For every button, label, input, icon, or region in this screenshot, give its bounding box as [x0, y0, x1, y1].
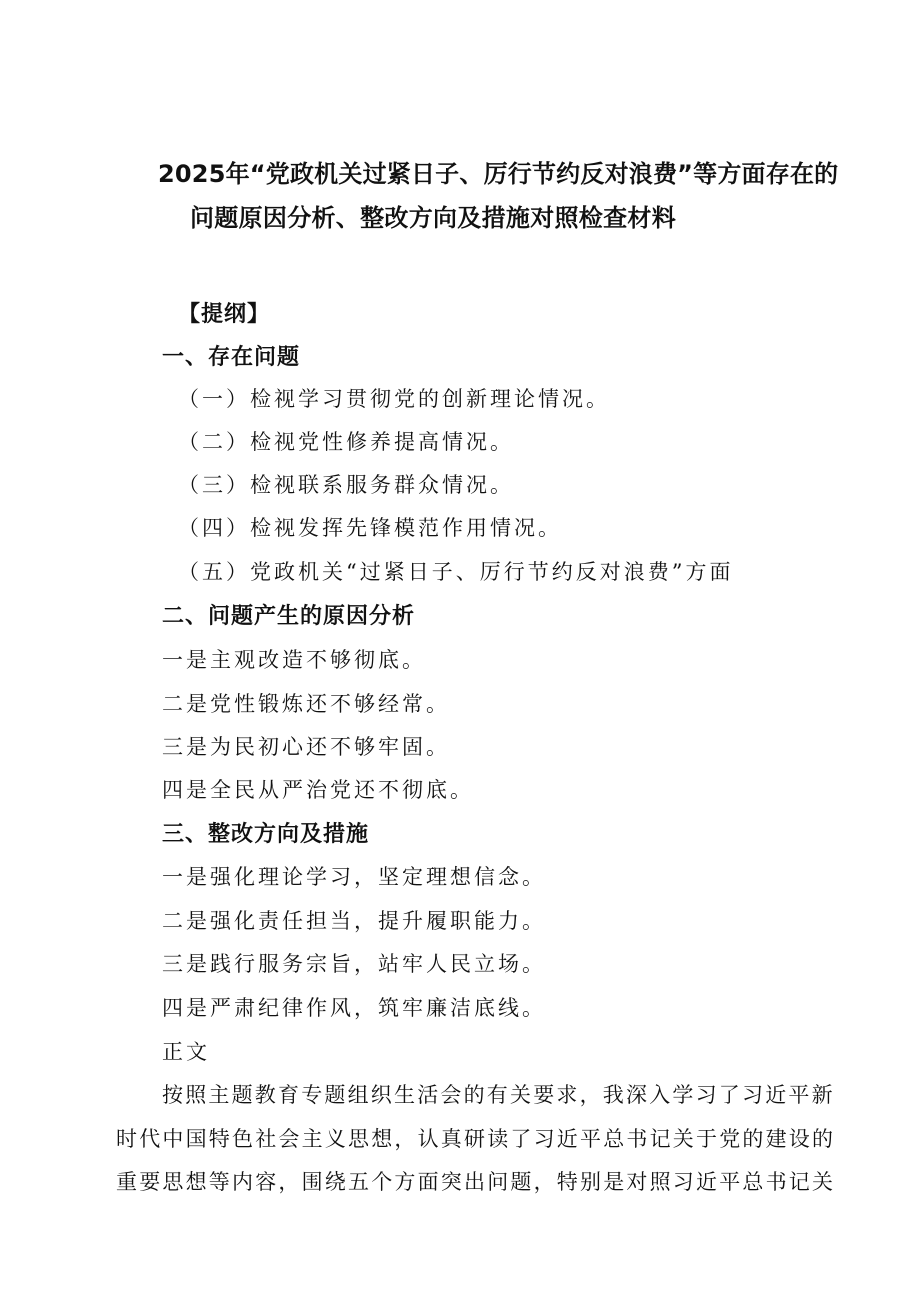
section-1-item: （二）检视党性修养提高情况。 [178, 430, 514, 454]
section-2-heading: 二、问题产生的原因分析 [162, 604, 416, 629]
section-2-item: 一是主观改造不够彻底。 [162, 648, 426, 672]
section-3-item: 二是强化责任担当，提升履职能力。 [162, 909, 546, 933]
section-3-item: 三是践行服务宗旨，站牢人民立场。 [162, 952, 546, 976]
section-2-item: 四是全民从严治党还不彻底。 [162, 778, 474, 802]
document-title-line-2: 问题原因分析、整改方向及措施对照检查材料 [190, 204, 676, 232]
section-2-item: 二是党性锻炼还不够经常。 [162, 692, 450, 716]
section-1-item: （三）检视联系服务群众情况。 [178, 473, 514, 497]
body-paragraph-line: 重要思想等内容，围绕五个方面突出问题，特别是对照习近平总书记关 [116, 1170, 836, 1194]
body-paragraph-line: 按照主题教育专题组织生活会的有关要求，我深入学习了习近平新 [162, 1083, 835, 1107]
section-1-item: （一）检视学习贯彻党的创新理论情况。 [178, 387, 610, 411]
section-1-item: （四）检视发挥先锋模范作用情况。 [178, 516, 562, 540]
section-2-item: 三是为民初心还不够牢固。 [162, 735, 450, 759]
outline-label: 【提纲】 [178, 302, 271, 327]
section-3-heading: 三、整改方向及措施 [162, 822, 370, 847]
body-paragraph-line: 时代中国特色社会主义思想，认真研读了习近平总书记关于党的建设的 [116, 1127, 836, 1151]
document-title-line-1: 2025年“党政机关过紧日子、厉行节约反对浪费”等方面存在的 [158, 160, 839, 188]
body-label: 正文 [162, 1040, 210, 1064]
section-1-heading: 一、存在问题 [162, 345, 301, 370]
section-1-item: （五）党政机关“过紧日子、厉行节约反对浪费”方面 [178, 560, 734, 584]
section-3-item: 一是强化理论学习，坚定理想信念。 [162, 865, 546, 889]
section-3-item: 四是严肃纪律作风，筑牢廉洁底线。 [162, 996, 546, 1020]
